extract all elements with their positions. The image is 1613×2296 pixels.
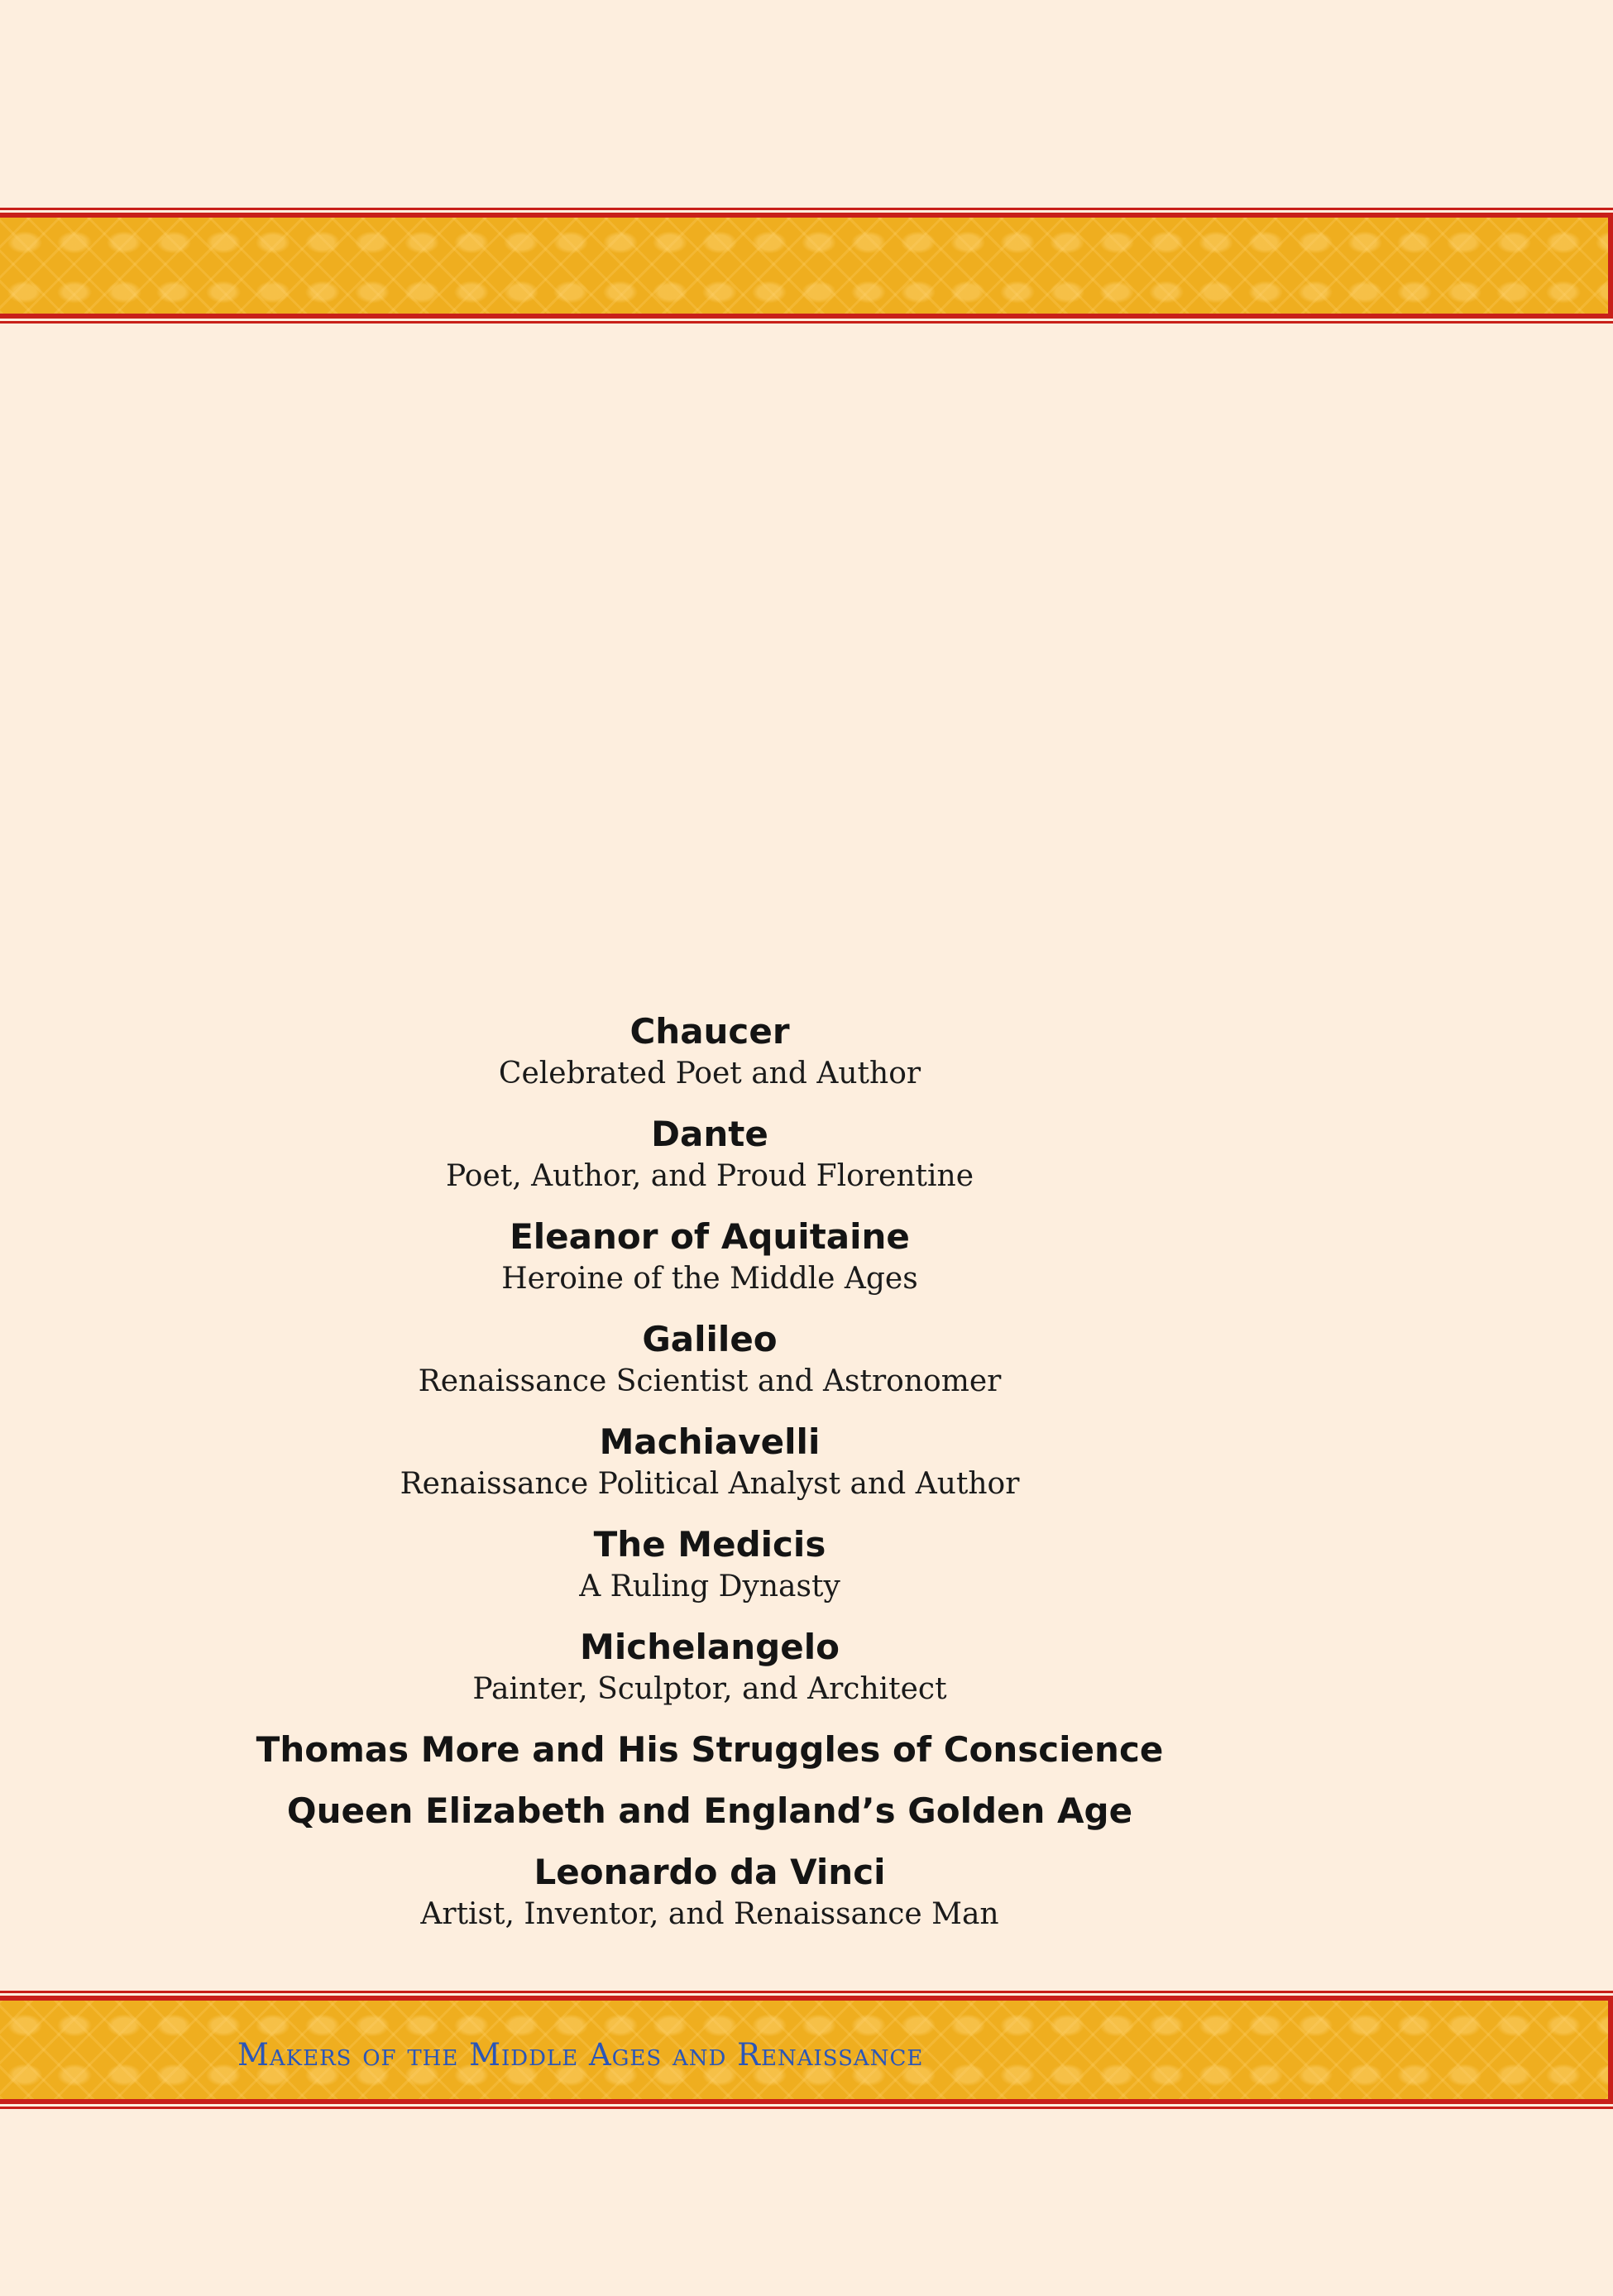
book-entry [0, 1009, 1419, 1094]
book-subtitle: Poet, Author, and Proud Florentine [446, 1159, 974, 1193]
book-list [0, 1009, 1419, 1953]
book-subtitle: Celebrated Poet and Author [498, 1057, 921, 1090]
book-entry [0, 1215, 1419, 1299]
book-entry [0, 1112, 1419, 1196]
book-subtitle: Heroine of the Middle Ages [501, 1262, 918, 1296]
series-title: Makers of the Middle Ages and Renaissance [237, 2037, 924, 2073]
book-entry [0, 1789, 1419, 1833]
book-entry [0, 1522, 1419, 1607]
book-entry [0, 1850, 1419, 1934]
book-title: Queen Elizabeth and England’s Golden Age [286, 1790, 1133, 1831]
book-title: Chaucer [629, 1011, 790, 1052]
book-entry [0, 1625, 1419, 1709]
book-title: Galileo [642, 1319, 778, 1359]
book-title: The Medicis [593, 1524, 826, 1565]
bottom-decorative-band [0, 1996, 1613, 2104]
book-subtitle: Renaissance Political Analyst and Author [400, 1467, 1020, 1501]
top-decorative-band [0, 213, 1613, 319]
book-subtitle: Artist, Inventor, and Renaissance Man [420, 1897, 999, 1931]
book-title: Thomas More and His Struggles of Conscience [256, 1729, 1164, 1770]
book-entry [0, 1420, 1419, 1504]
book-title: Machiavelli [599, 1421, 821, 1462]
book-title: Eleanor of Aquitaine [510, 1216, 910, 1257]
book-entry [0, 1728, 1419, 1772]
book-title: Dante [651, 1114, 768, 1154]
book-subtitle: A Ruling Dynasty [579, 1570, 840, 1603]
book-title: Leonardo da Vinci [534, 1852, 886, 1892]
book-entry [0, 1317, 1419, 1402]
book-subtitle: Painter, Sculptor, and Architect [472, 1672, 947, 1706]
book-subtitle: Renaissance Scientist and Astronomer [418, 1364, 1002, 1398]
book-title: Michelangelo [580, 1627, 840, 1667]
